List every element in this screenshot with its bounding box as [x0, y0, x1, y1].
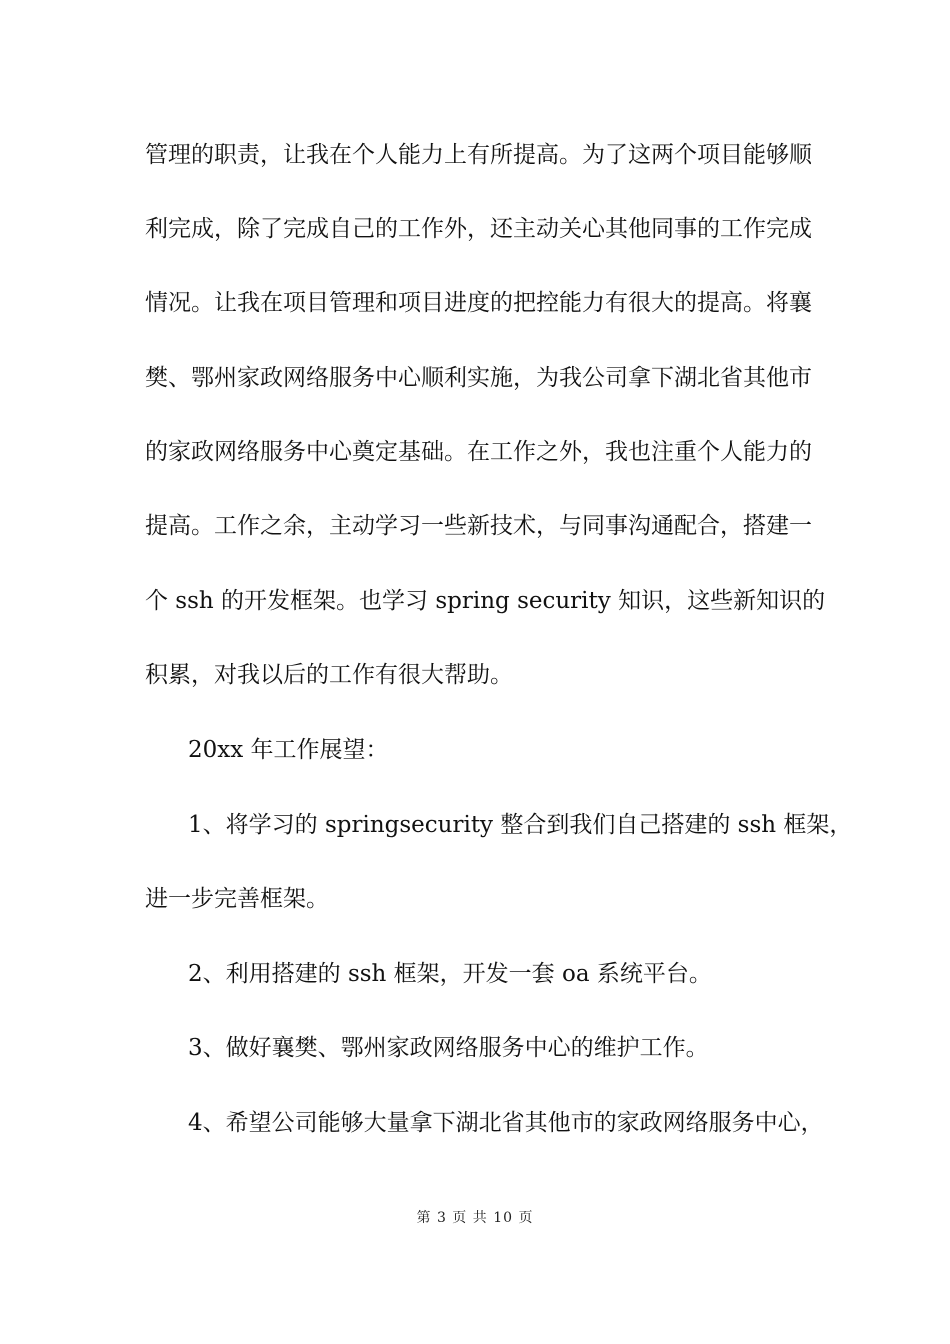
list-item-4: 4、希望公司能够大量拿下湖北省其他市的家政网络服务中心， [188, 1110, 824, 1136]
body-line-4: 樊、鄂州家政网络服务中心顺利实施，为我公司拿下湖北省其他市 [145, 365, 812, 391]
body-line-7: 个 ssh 的开发框架。也学习 spring security 知识，这些新知识的 [145, 588, 826, 614]
body-line-1: 管理的职责，让我在个人能力上有所提高。为了这两个项目能够顺 [145, 142, 812, 168]
list-item-1-line-1: 1、将学习的 springsecurity 整合到我们自己搭建的 ssh 框架， [188, 812, 853, 838]
body-line-5: 的家政网络服务中心奠定基础。在工作之外，我也注重个人能力的 [145, 439, 812, 465]
list-item-1-line-2: 进一步完善框架。 [145, 886, 329, 912]
list-item-3: 3、做好襄樊、鄂州家政网络服务中心的维护工作。 [188, 1035, 709, 1061]
list-item-2: 2、利用搭建的 ssh 框架，开发一套 oa 系统平台。 [188, 961, 712, 987]
body-line-6: 提高。工作之余，主动学习一些新技术，与同事沟通配合，搭建一 [145, 513, 812, 539]
body-line-3: 情况。让我在项目管理和项目进度的把控能力有很大的提高。将襄 [145, 290, 812, 316]
section-heading: 20xx 年工作展望： [188, 737, 389, 763]
page-number-footer: 第 3 页 共 10 页 [416, 1210, 534, 1226]
body-line-8: 积累，对我以后的工作有很大帮助。 [145, 662, 513, 688]
body-line-2: 利完成，除了完成自己的工作外，还主动关心其他同事的工作完成 [145, 216, 812, 242]
